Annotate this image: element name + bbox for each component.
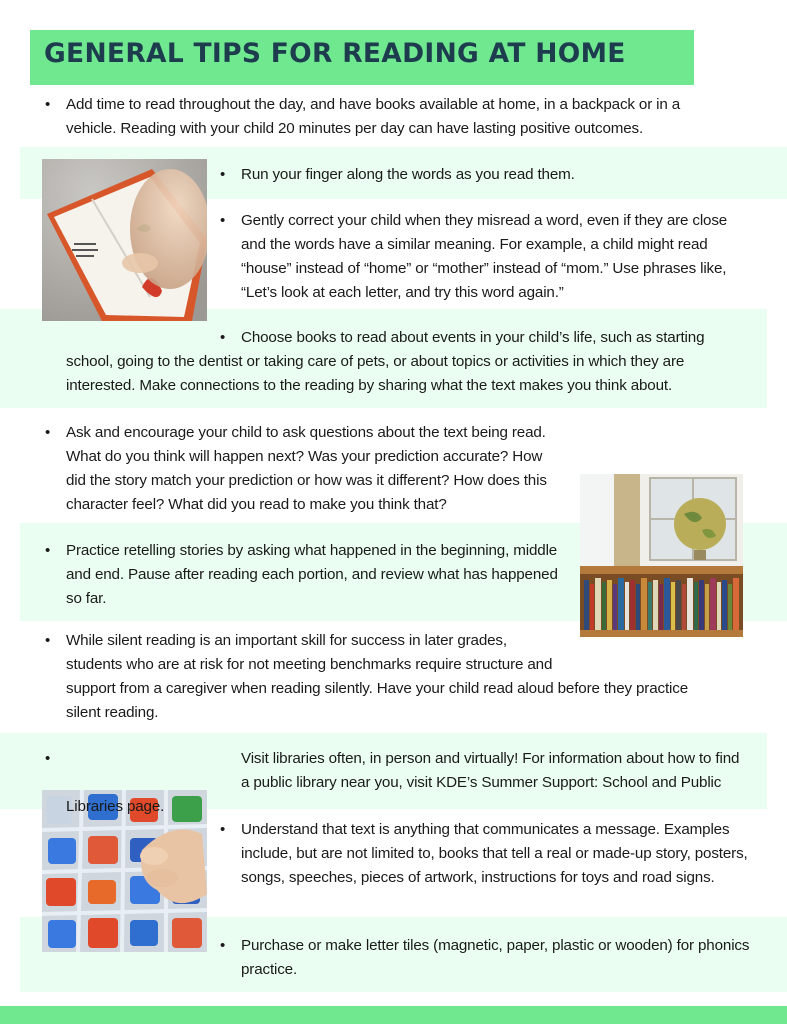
bullet-2: • <box>220 166 226 183</box>
tip-gently-correct: Gently correct your child when they misread a word, even if they are close and the words have a similar meaning. For example, a child might read “house” instead of “home” or “mother” instead of “mom.” Use phrases like, “Let’s look at each letter, and try this word again.” <box>241 212 728 301</box>
wrap-spacer <box>556 493 756 553</box>
bullet-7: • <box>45 632 51 649</box>
page-title: GENERAL TIPS FOR READING AT HOME <box>44 38 626 69</box>
bullet-10: • <box>220 937 226 954</box>
tip-visit-libraries: Visit libraries often, in person and virtually! For information about how to find a public library near you, visit KDE’s Summer Support: School and Public Libraries page. <box>66 750 740 815</box>
bullet-3: • <box>220 212 226 229</box>
bullet-5: • <box>45 424 51 441</box>
child-reading-photo <box>42 159 207 321</box>
bullet-4: • <box>220 329 226 346</box>
bullet-9: • <box>220 821 226 838</box>
tip-finger: Run your finger along the words as you read them. <box>241 166 575 183</box>
tip-ask-questions: Ask and encourage your child to ask questions about the text being read. What do you think will happen next? Was your prediction accurate? How did the story match your prediction or how was it different? How does this character feel? What did you read to make you think that? <box>66 421 756 553</box>
bullet-8: • <box>45 750 51 767</box>
bullet-1: • <box>45 96 51 113</box>
bullet-6: • <box>45 542 51 559</box>
wrap-spacer <box>556 629 706 677</box>
tip-silent-reading: While silent reading is an important skill for success in later grades, students who are at risk for not meeting benchmarks require structure and support from a caregiver when reading silently. Have your child read aloud before they practice silent reading. <box>66 629 706 725</box>
tip-understand-text: Understand that text is anything that communicates a message. Examples include, but are not limited to, books that tell a real or made-up story, posters, songs, speeches, pieces of artwork, instructions for toys and road signs. <box>241 821 748 886</box>
wrap-spacer <box>66 771 241 795</box>
tip-letter-tiles: Purchase or make letter tiles (magnetic, paper, plastic or wooden) for phonics practice. <box>241 937 750 978</box>
footer-bar <box>0 1006 787 1024</box>
wrap-spacer <box>556 469 756 493</box>
tip-choose-books: Choose books to read about events in your child’s life, such as starting school, going to the dentist or taking care of pets, or about topics or activities in which they are interested. Make connections to the reading by sharing what the text makes you think about. <box>66 329 705 394</box>
tip-reading-time: Add time to read throughout the day, and have books available at home, in a backpack or in a vehicle. Reading with your child 20 minutes per day can have lasting positive outcomes. <box>66 96 681 137</box>
tip-retelling: Practice retelling stories by asking what happened in the beginning, middle and end. Pause after reading each portion, and review what has happened so far. <box>66 542 558 607</box>
